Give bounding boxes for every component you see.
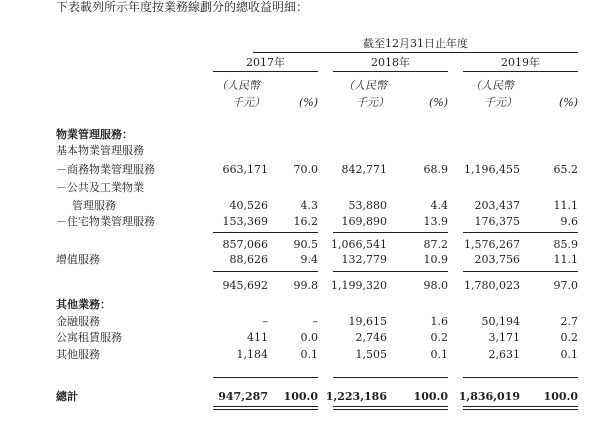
value-apartment-2019: 3,171 (488, 331, 520, 344)
unit-2017-line1: （人民幣 (216, 79, 260, 92)
pm-subtotal-rule-2018 (333, 271, 448, 272)
value-commercial-2018: 842,771 (341, 163, 387, 176)
value-pm-subtotal-2019: 1,780,023 (464, 279, 520, 292)
value-apartment-2018: 2,746 (355, 331, 387, 344)
total-double-rule-2017 (213, 406, 318, 410)
label-residential: －住宅物業管理服務 (56, 215, 155, 228)
pct-pm-subtotal-2017: 99.8 (293, 279, 318, 292)
pct-finance-2019: 2.7 (560, 315, 578, 328)
value-residential-2019: 176,375 (474, 215, 520, 228)
period-header-rule (253, 52, 578, 53)
pct-basic-subtotal-2017: 90.5 (293, 238, 318, 251)
pct-basic-subtotal-2018: 87.2 (423, 238, 448, 251)
label-public-industrial-1: －公共及工業物業 (56, 181, 144, 194)
value-finance-2019: 50,194 (481, 315, 520, 328)
pct-apartment-2019: 0.2 (560, 331, 578, 344)
year-header-2018: 2018年 (371, 56, 410, 69)
value-total-2019: 1,836,019 (458, 390, 520, 403)
value-public-2018: 53,880 (348, 199, 387, 212)
pct-value-added-2018: 10.9 (423, 253, 448, 266)
value-basic-subtotal-2017: 857,066 (222, 238, 268, 251)
unit-2018-line1: （人民幣 (343, 79, 387, 92)
label-apartment: 公寓租賃服務 (56, 331, 122, 344)
pm-subtotal-rule-2019 (463, 271, 578, 272)
pct-apartment-2017: 0.0 (300, 331, 318, 344)
total-top-rule-2018 (333, 377, 448, 378)
pct-total-2018: 100.0 (413, 390, 448, 403)
pct-other-services-2017: 0.1 (300, 348, 318, 361)
pct-public-2017: 4.3 (300, 199, 318, 212)
unit-2019-line2: 千元） (484, 96, 517, 109)
pct-residential-2018: 13.9 (423, 215, 448, 228)
total-top-rule-2017 (213, 377, 318, 378)
pct-residential-2017: 16.2 (293, 215, 318, 228)
label-value-added: 增值服務 (56, 253, 100, 266)
pct-commercial-2017: 70.0 (293, 163, 318, 176)
value-value-added-2019: 203,756 (474, 253, 520, 266)
pct-header-2017: (%) (298, 96, 318, 109)
section-other-business: 其他業務： (56, 298, 111, 311)
value-total-2017: 947,287 (218, 390, 268, 403)
pct-other-services-2018: 0.1 (430, 348, 448, 361)
value-value-added-2017: 88,626 (229, 253, 268, 266)
value-pm-subtotal-2018: 1,199,320 (331, 279, 387, 292)
value-commercial-2019: 1,196,455 (464, 163, 520, 176)
value-basic-subtotal-2018: 1,066,541 (331, 238, 387, 251)
unit-2018-line2: 千元） (356, 96, 389, 109)
label-finance: 金融服務 (56, 315, 100, 328)
pct-value-added-2017: 9.4 (300, 253, 318, 266)
year-header-2019: 2019年 (501, 56, 540, 69)
value-basic-subtotal-2019: 1,576,267 (464, 238, 520, 251)
total-double-rule-2019 (463, 406, 578, 410)
label-other-services: 其他服務 (56, 348, 100, 361)
unit-2017-line2: 千元） (232, 96, 265, 109)
value-pm-subtotal-2017: 945,692 (222, 279, 268, 292)
pct-value-added-2019: 11.1 (553, 253, 578, 266)
intro-text: 下表載列所示年度按業務線劃分的總收益明細： (56, 0, 309, 14)
pct-commercial-2018: 68.9 (423, 163, 448, 176)
basic-subtotal-rule-2018 (333, 232, 448, 233)
pct-finance-2018: 1.6 (430, 315, 448, 328)
pct-finance-2017: – (312, 315, 318, 328)
total-top-rule-2019 (463, 377, 578, 378)
pct-other-services-2019: 0.1 (560, 348, 578, 361)
pct-header-2018: (%) (428, 96, 448, 109)
year-rule-2019 (463, 71, 578, 72)
pct-header-2019: (%) (558, 96, 578, 109)
pct-commercial-2019: 65.2 (553, 163, 578, 176)
pct-public-2018: 4.4 (430, 199, 448, 212)
pct-pm-subtotal-2018: 98.0 (423, 279, 448, 292)
value-other-services-2019: 2,631 (488, 348, 520, 361)
pct-pm-subtotal-2019: 97.0 (553, 279, 578, 292)
value-apartment-2017: 411 (247, 331, 268, 344)
year-rule-2017 (213, 71, 318, 72)
pct-residential-2019: 9.6 (560, 215, 578, 228)
pct-apartment-2018: 0.2 (430, 331, 448, 344)
value-residential-2017: 153,369 (222, 215, 268, 228)
value-other-services-2018: 1,505 (355, 348, 387, 361)
value-public-2017: 40,526 (229, 199, 268, 212)
basic-subtotal-rule-2019 (463, 232, 578, 233)
year-rule-2018 (333, 71, 448, 72)
pm-subtotal-rule-2017 (213, 271, 318, 272)
basic-subtotal-rule-2017 (213, 232, 318, 233)
section-property-management: 物業管理服務： (56, 128, 133, 141)
year-header-2017: 2017年 (246, 56, 285, 69)
value-total-2018: 1,223,186 (325, 390, 387, 403)
pct-public-2019: 11.1 (553, 199, 578, 212)
label-basic-services: 基本物業管理服務 (56, 144, 144, 157)
unit-2019-line1: （人民幣 (470, 79, 514, 92)
value-finance-2018: 19,615 (348, 315, 387, 328)
value-commercial-2017: 663,171 (222, 163, 268, 176)
pct-basic-subtotal-2019: 85.9 (553, 238, 578, 251)
pct-total-2019: 100.0 (543, 390, 578, 403)
label-commercial: －商務物業管理服務 (56, 163, 155, 176)
label-total: 總計 (56, 390, 78, 403)
value-residential-2018: 169,890 (341, 215, 387, 228)
value-finance-2017: – (262, 315, 268, 328)
pct-total-2017: 100.0 (283, 390, 318, 403)
period-header: 截至12月31日止年度 (363, 37, 468, 50)
value-other-services-2017: 1,184 (236, 348, 268, 361)
value-value-added-2018: 132,779 (341, 253, 387, 266)
total-double-rule-2018 (333, 406, 448, 410)
label-public-industrial-2: 管理服務 (72, 199, 116, 212)
value-public-2019: 203,437 (474, 199, 520, 212)
